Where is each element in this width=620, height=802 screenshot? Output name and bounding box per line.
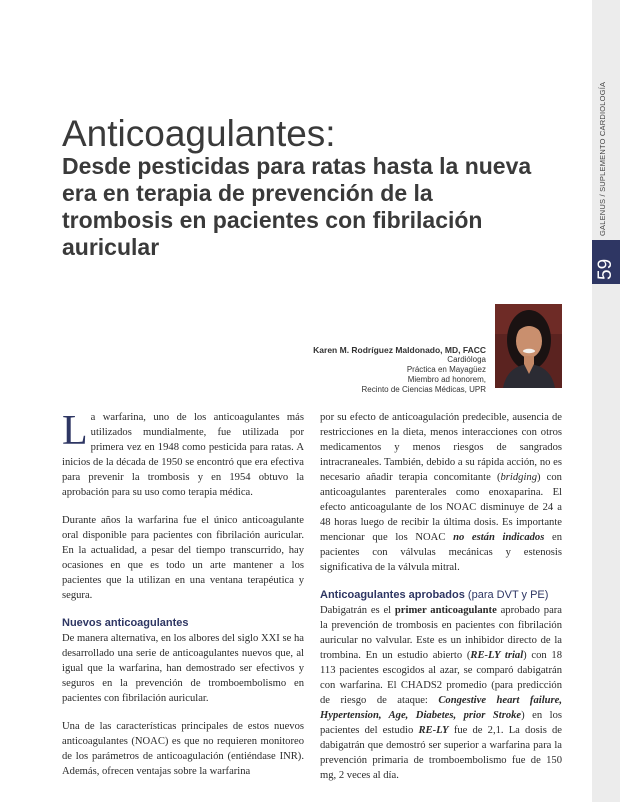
- paragraph-nuevos: De manera alternativa, en los albores del siglo XXI se ha desarrollado una serie de anticoagulantes nuevos que, al igual que la warfarina, han demostrado ser efectivos y seguros en la prevención de tromboembolismo en pacientes con fibrilación auricular.: [62, 633, 304, 704]
- author-block: [313, 345, 486, 395]
- text-bold: primer anticoagulante: [394, 605, 497, 616]
- section-heading-main: Anticoagulantes aprobados: [320, 589, 465, 601]
- text-run: ) en los pacientes del estudio: [320, 710, 562, 736]
- text-run: ) con anticoagulantes parenterales como enoxaparina. El efecto anticoagulante de los NOAC disminuye de 24 a 48 horas luego de recibir la última dosis. Es importante mencionar que los NOAC: [320, 472, 562, 543]
- journal-section-text: GALENUS / SUPLEMENTO CARDIOLOGÍA: [598, 81, 607, 236]
- page-number-box: [592, 240, 620, 284]
- page-number: 59: [595, 258, 616, 280]
- author-affiliation-3: Miembro ad honorem,: [407, 375, 486, 384]
- text-study-name: RE-LY: [418, 725, 449, 736]
- drop-cap: L: [62, 408, 88, 454]
- author-portrait-illustration: [495, 304, 562, 388]
- paragraph-intro-text: a warfarina, uno de los anticoagulantes más utilizados mundialmente, fue utilizada por primera vez en 1948 como pesticida para ratas. A inicios de la década de 1950 se encontró que era efectiva para prevenir la trombosis y en 1954 obtuvo la aprobación para su uso como terapia médica.: [62, 412, 304, 498]
- text-run: fue de 2,1. La dosis de dabigatrán que demostró ser superior a warfarina para la prevención primaria de tromboembolismo fue de 150 mg, 2 veces al día.: [320, 725, 562, 781]
- section-heading-suffix: (para DVT y PE): [467, 589, 549, 601]
- text-run: por su efecto de anticoagulación predecible, ausencia de restricciones en la dieta, menos interacciones con otros medicamentos y menos riesgos de sangrados intracraneales. También, debido a su rápida acción, no es necesario añadir terapia concomitante (: [320, 412, 562, 483]
- text-risk-factors: Congestive heart failure, Hypertension, Age, Diabetes, prior Stroke: [320, 695, 562, 721]
- author-affiliation-1: Cardióloga: [447, 355, 486, 364]
- right-column: [320, 410, 562, 796]
- paragraph-noac: Una de las características principales de estos nuevos anticoagulantes (NOAC) es que no requieren monitoreo de los parámetros de anticoagulación (entiéndase INR). Además, ofrecen ventajas sobre la warfarina: [62, 721, 304, 777]
- left-column: [62, 410, 304, 792]
- article-title: Anticoagulantes:: [62, 113, 336, 154]
- text-emphasis: no están indicados: [453, 532, 545, 543]
- paragraph-dabigatran: [320, 603, 562, 783]
- paragraph-ventajas: [320, 410, 562, 575]
- text-trial-name: RE-LY trial: [470, 650, 524, 661]
- author-photo: [495, 304, 562, 388]
- author-affiliation-4: Recinto de Ciencias Médicas, UPR: [361, 385, 486, 394]
- author-name: Karen M. Rodríguez Maldonado, MD, FACC: [313, 345, 486, 355]
- section-heading-aprobados: [320, 588, 562, 602]
- paragraph-warfarina: Durante años la warfarina fue el único anticoagulante oral disponible para pacientes con fibrilación auricular. En la actualidad, a pesar del tiempo transcurrido, hay ocasiones en que es todo un arte mantener a los pacientes que la utilizan en una ventana terapéutica y segura.: [62, 515, 304, 601]
- author-affiliation-2: Práctica en Mayagüez: [406, 365, 486, 374]
- text-run: aprobado para la prevención de trombosis en pacientes con fibrilación auricular no valvular. Este es un inhibidor directo de la trombina. En un estudio abierto (: [320, 605, 562, 661]
- text-run: en pacientes con válvulas mecánicas y estenosis significativa de la válvula mitral.: [320, 532, 563, 573]
- text-run: Dabigatrán es el: [320, 605, 395, 616]
- text-run: ) con 18 113 pacientes escogidos al azar, se comparó dabigatrán con warfarina. El CHADS2 promedio (para predicción de riesgo de ataque:: [320, 650, 562, 706]
- paragraph-intro: [62, 410, 304, 500]
- text-italic-bridging: bridging: [500, 472, 537, 483]
- article-subtitle: Desde pesticidas para ratas hasta la nueva era en terapia de prevención de la trombosis en pacientes con fibrilación auricular: [62, 153, 532, 260]
- section-heading-nuevos: Nuevos anticoagulantes: [62, 617, 189, 629]
